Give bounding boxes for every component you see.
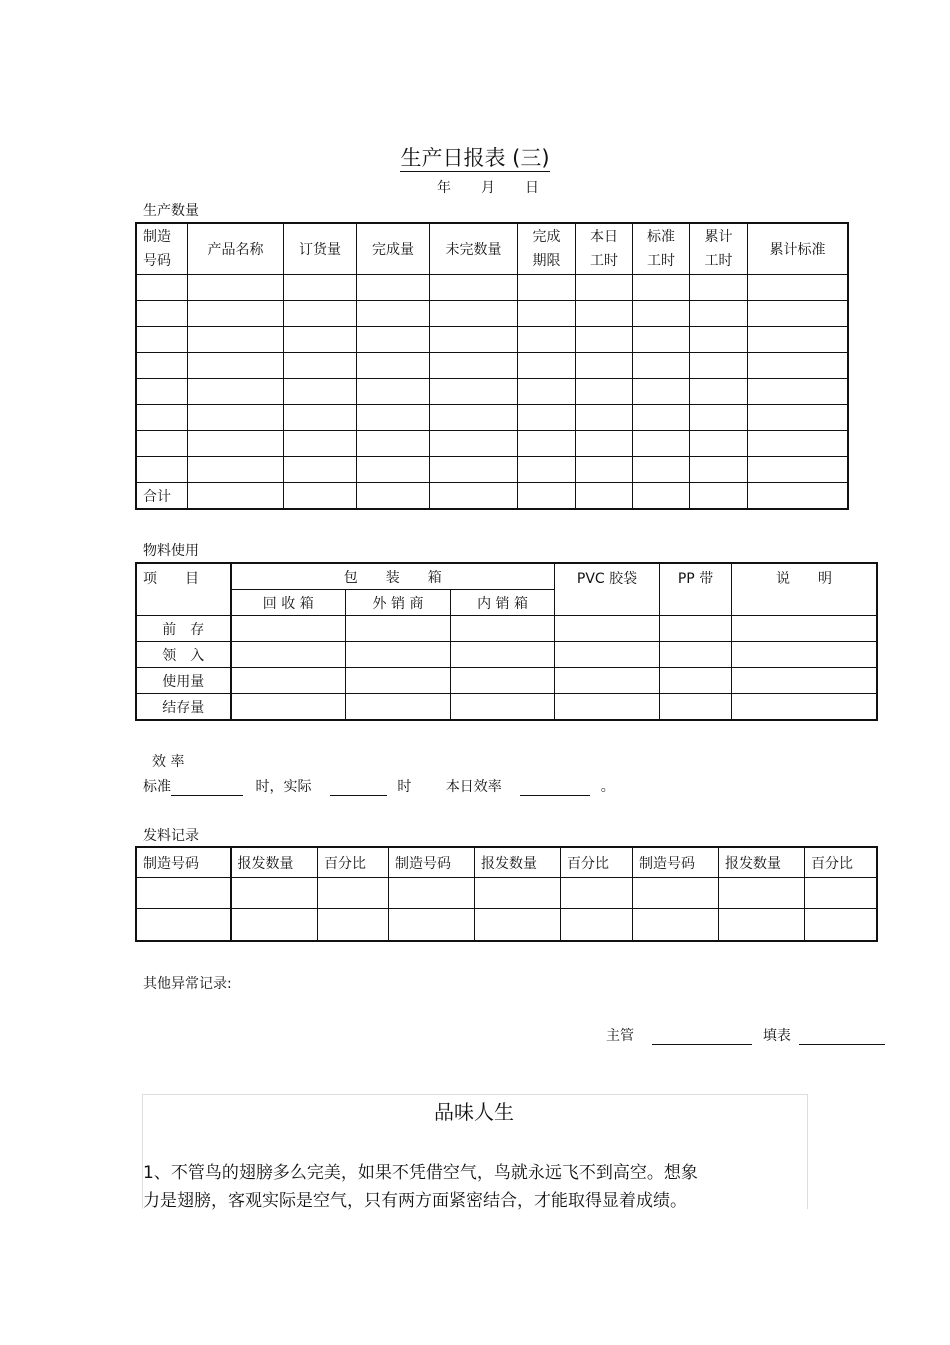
filler-field[interactable]	[799, 1030, 885, 1045]
header-cell: 制造号码	[389, 848, 475, 878]
supervisor-label: 主管	[606, 1028, 634, 1044]
date-line	[437, 177, 569, 197]
materials-table	[136, 563, 877, 720]
header-cell: 报发数量	[475, 848, 561, 878]
date-month: 月	[481, 180, 495, 196]
header-cell: 百分比	[561, 848, 633, 878]
quote-line-2: 力是翅膀，客观实际是空气，只有两方面紧密结合，才能取得显着成绩。	[143, 1191, 687, 1211]
header-cell: 累计标准	[748, 224, 848, 275]
supervisor-field[interactable]	[652, 1030, 752, 1045]
table-row	[137, 431, 848, 457]
title-main: 生产日报表	[400, 146, 506, 170]
header-cell: 制造 号码	[137, 224, 188, 275]
total-label: 合计	[137, 483, 188, 509]
header-cell: 本日 工时	[576, 224, 633, 275]
pp-header: PP 带	[660, 564, 732, 616]
header-cell: 产品名称	[188, 224, 284, 275]
production-section-label: 生产数量	[143, 203, 199, 219]
item-header: 项 目	[137, 564, 231, 616]
quote-title: 品味人生	[434, 1100, 514, 1124]
header-cell: 制造号码	[633, 848, 719, 878]
header-cell: 完成 期限	[518, 224, 576, 275]
header-cell: 标准 工时	[633, 224, 690, 275]
standard-hours-field[interactable]	[171, 781, 243, 796]
row-label: 领 入	[137, 642, 231, 668]
efficiency-line	[143, 776, 615, 796]
table-row	[137, 694, 877, 720]
hours-label: 时	[397, 779, 412, 795]
total-row	[137, 483, 848, 509]
header-cell: 完成量	[357, 224, 430, 275]
box-header: 包 装 箱	[231, 564, 555, 590]
table-row	[137, 616, 877, 642]
actual-label: 时，实际	[255, 779, 312, 795]
title-suffix: (三)	[512, 146, 550, 170]
table-row	[137, 301, 848, 327]
filler-label: 填表	[762, 1028, 791, 1044]
pvc-header: PVC 胶袋	[555, 564, 660, 616]
date-day: 日	[525, 180, 539, 196]
production-table	[136, 223, 848, 509]
table-row	[137, 405, 848, 431]
today-efficiency-label: 本日效率	[445, 779, 502, 795]
header-cell: 百分比	[318, 848, 389, 878]
header-cell: 百分比	[805, 848, 877, 878]
row-label: 使用量	[137, 668, 231, 694]
header-cell: 订货量	[284, 224, 357, 275]
row-label: 结存量	[137, 694, 231, 720]
box-sub-domestic: 内 销 箱	[451, 590, 555, 616]
standard-label: 标准	[143, 779, 171, 795]
table-row	[137, 878, 877, 909]
materials-section-label: 物料使用	[143, 543, 199, 559]
materials-header-row	[137, 564, 877, 590]
table-row	[137, 668, 877, 694]
table-row	[137, 379, 848, 405]
note-header: 说 明	[732, 564, 877, 616]
box-sub-recycle: 回 收 箱	[231, 590, 346, 616]
other-abnormal-label: 其他异常记录:	[143, 976, 232, 992]
table-row	[137, 275, 848, 301]
table-row	[137, 353, 848, 379]
actual-hours-field[interactable]	[330, 781, 387, 796]
production-header-row	[137, 224, 848, 275]
signoff-line	[606, 1025, 885, 1045]
dispatch-section-label: 发料记录	[143, 828, 199, 844]
box-sub-export: 外 销 商	[346, 590, 451, 616]
header-cell: 报发数量	[231, 848, 318, 878]
today-efficiency-field[interactable]	[520, 781, 590, 796]
date-year: 年	[437, 180, 451, 196]
header-cell: 未完数量	[430, 224, 518, 275]
row-label: 前 存	[137, 616, 231, 642]
page-title	[0, 142, 950, 172]
header-cell: 累计 工时	[690, 224, 748, 275]
table-row	[137, 457, 848, 483]
table-row	[137, 642, 877, 668]
header-cell: 制造号码	[137, 848, 231, 878]
quote-line-1: 1、不管鸟的翅膀多么完美，如果不凭借空气，鸟就永远飞不到高空。想象	[143, 1163, 698, 1183]
table-row	[137, 327, 848, 353]
dispatch-header-row	[137, 848, 877, 878]
table-row	[137, 909, 877, 941]
dispatch-table	[136, 847, 877, 941]
efficiency-end: 。	[600, 779, 615, 795]
header-cell: 报发数量	[719, 848, 805, 878]
efficiency-section-label: 效 率	[152, 754, 185, 770]
